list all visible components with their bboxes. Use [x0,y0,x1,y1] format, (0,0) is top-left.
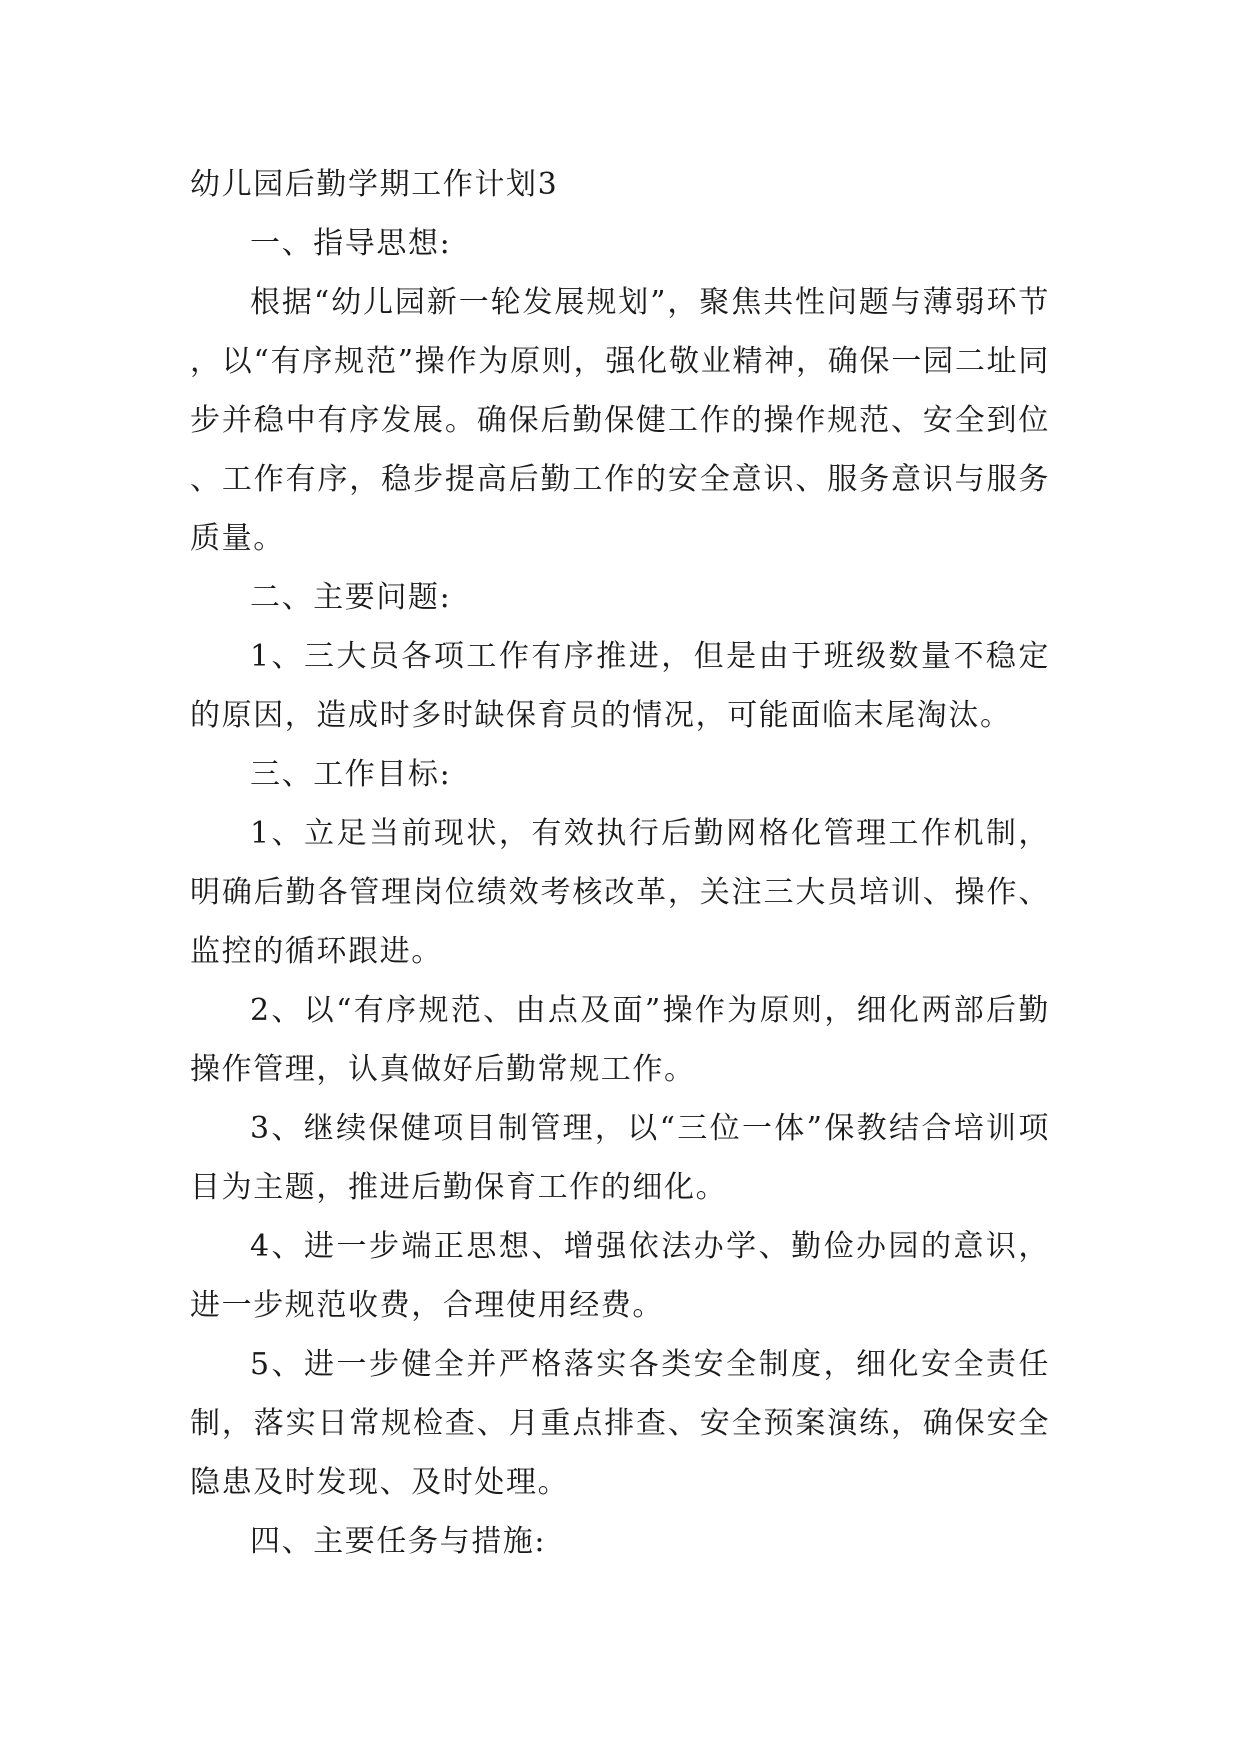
paragraph-work-goal-4: 4、进一步端正思想、增强依法办学、勤俭办园的意识，进一步规范收费，合理使用经费。 [190,1229,1050,1323]
section-heading-tasks-measures: 四、主要任务与措施: [250,1524,547,1559]
section-heading-guiding-ideology: 一、指导思想: [250,226,452,261]
section-heading-work-goals: 三、工作目标: [250,757,452,792]
paragraph-main-problem-1: 1、三大员各项工作有序推进，但是由于班级数量不稳定的原因，造成时多时缺保育员的情况，可能面临末尾淘汰。 [190,639,1050,733]
paragraph-guiding-ideology: 根据“幼儿园新一轮发展规划”，聚焦共性问题与薄弱环节，以“有序规范”操作为原则，强化敬业精神，确保一园二址同步并稳中有序发展。确保后勤保健工作的操作规范、安全到位、工作有序，稳步提高后勤工作的安全意识、服务意识与服务质量。 [190,285,1050,556]
paragraph-work-goal-5: 5、进一步健全并严格落实各类安全制度，细化安全责任制，落实日常规检查、月重点排查、安全预案演练，确保安全隐患及时发现、及时处理。 [190,1347,1050,1500]
document-title: 幼儿园后勤学期工作计划3 [190,167,559,202]
document-body [190,155,1050,1571]
paragraph-work-goal-3: 3、继续保健项目制管理，以“三位一体”保教结合培训项目为主题，推进后勤保育工作的细化。 [190,1111,1050,1205]
section-heading-main-problems: 二、主要问题: [250,580,452,615]
paragraph-work-goal-1: 1、立足当前现状，有效执行后勤网格化管理工作机制，明确后勤各管理岗位绩效考核改革，关注三大员培训、操作、监控的循环跟进。 [190,816,1050,969]
paragraph-work-goal-2: 2、以“有序规范、由点及面”操作为原则，细化两部后勤操作管理，认真做好后勤常规工作。 [190,993,1050,1087]
